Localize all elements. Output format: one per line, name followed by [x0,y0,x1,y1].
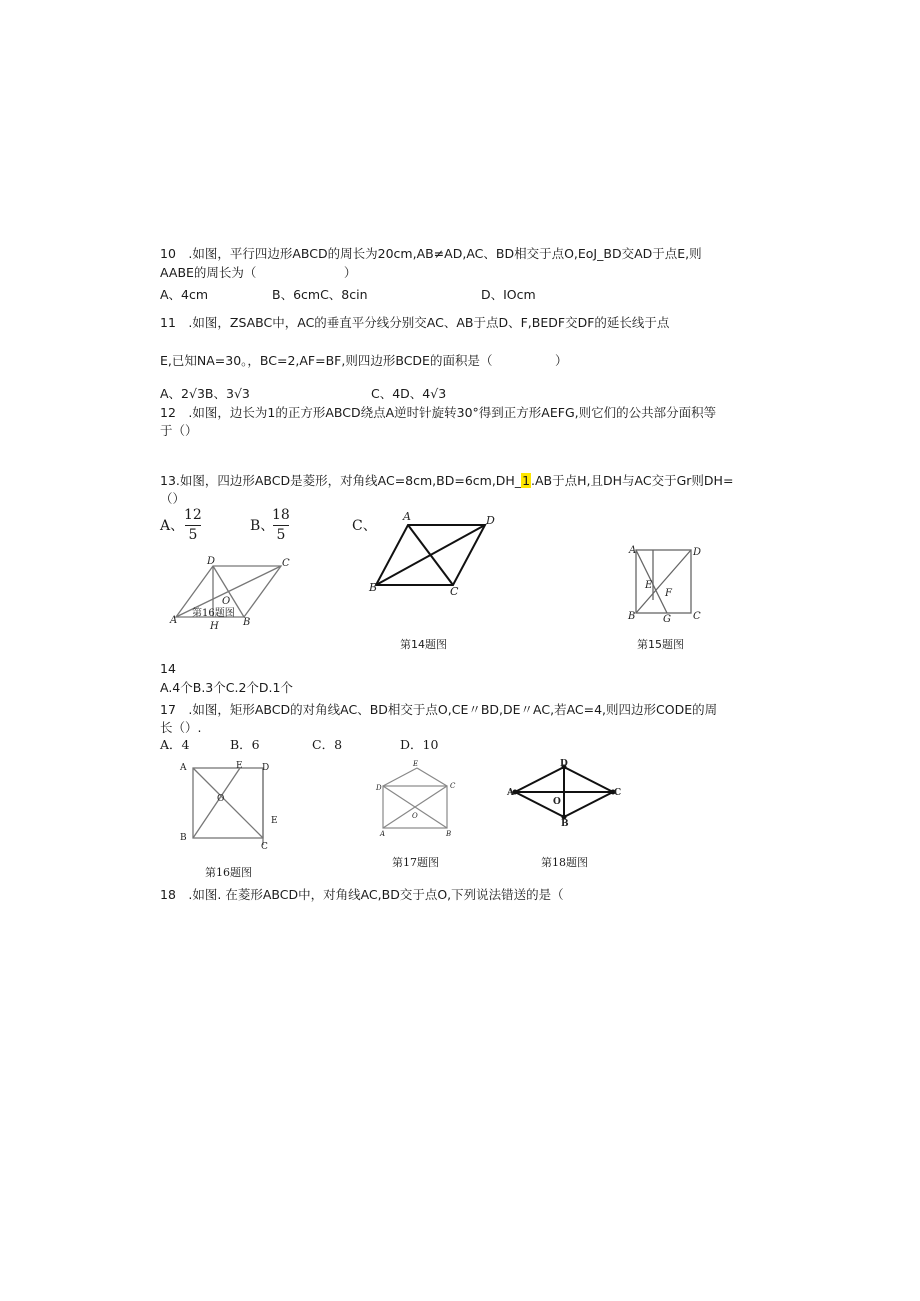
fig18-label-c: C [614,788,622,798]
fig14-label-b: B [369,581,378,594]
fig18-label-d: D [560,759,568,769]
fig17-label-c: C [450,782,456,790]
fig18-label-a: A [507,788,514,798]
q12-line1: 12 .如图，边长为1的正方形ABCD绕点A逆时针旋转30°得到正方形AEFG,则它们的公共部分面积等 [160,405,717,420]
q13-option-a-fraction: 12 5 [184,507,202,543]
fig16-label-a: A [180,763,187,773]
fig15-caption: 第15题图 [637,638,684,651]
q11-option-cd: C、4D、4√3 [371,386,447,401]
q10-line2: AABE的周长为（ ） [160,265,357,280]
q11-option-ab: A、2√3B、3√3 [160,386,250,401]
fig18-label-o: O [553,797,561,807]
fig17-label-b: B [446,830,452,838]
fig17-label-e: E [413,760,419,768]
fig15-label-d: D [693,547,702,558]
fig16-label-e-right: E [271,816,278,826]
q17-option-d: D．10 [400,737,439,752]
fig16-label-e-top: E [236,761,243,771]
q13-line1: 13.如图，四边形ABCD是菱形，对角线AC=8cm,BD=6cm,DH_1.AB于点H,且DH与AC交于Gr则DH= [160,473,734,488]
q10-line1: 10 .如图，平行四边形ABCD的周长为20cm,AB≠AD,AC、BD相交于点O,EoJ_BD交AD于点E,则 [160,246,702,261]
fig13-label-c: C [282,558,290,569]
fig13-caption: 第16题图 [192,608,235,619]
fig13-label-d: D [207,556,216,567]
q13-line2: （） [160,491,186,506]
fig17-caption: 第17题图 [392,856,439,869]
q17-line2: 长（）. [160,720,202,735]
fig16-label-d: D [262,763,270,773]
fig16-label-c: C [261,842,268,852]
fig18-label-b: B [561,819,569,829]
fig13-label-b: B [243,617,251,628]
fig14-label-d: D [486,514,495,527]
q10-option-bc: B、6cmC、8cin [272,287,368,302]
fig14-label-a: A [403,510,411,523]
fig13-label-o: O [222,596,231,607]
q13-option-c-label: C、 [352,518,377,534]
q11-line1: 11 .如图，ZSABC中，AC的垂直平分线分别交AC、AB于点D、F,BEDF交DF的延长线于点 [160,315,670,330]
q13-option-b-fraction: 18 5 [272,507,290,543]
q17-line1: 17 .如图，矩形ABCD的对角线AC、BD相交于点O,CE〃BD,DE〃AC,若AC=4,则四边形CODE的周 [160,702,718,717]
q14-options: A.4个B.3个C.2个D.1个 [160,680,293,695]
q13-option-a-label: A、 [160,518,185,534]
fig13-label-h: H [210,621,219,632]
q11-line2: E,已知NA=30。，BC=2,AF=BF,则四边形BCDE的面积是（ ） [160,353,568,368]
fig15-label-g: G [663,614,671,625]
fig17-label-a: A [380,830,386,838]
fig16-label-b: B [180,833,187,843]
fig13-label-a: A [170,615,178,626]
fig15-label-e: E [645,580,653,591]
q17-option-c: C．8 [312,737,343,752]
fig17-label-d: D [376,784,382,792]
fig16-label-o: O [217,794,225,804]
q18-line1: 18 .如图. 在菱形ABCD中，对角线AC,BD交于点O,下列说法错送的是（ [160,887,564,902]
fig14-label-c: C [450,585,459,598]
q17-option-b: B．6 [230,737,260,752]
fig15-label-a: A [629,545,637,556]
fig16-caption: 第16题图 [205,866,252,879]
fig15-label-b: B [628,611,636,622]
q13-highlight: 1 [522,473,531,488]
fig14-caption: 第14题图 [400,638,447,651]
q12-line2: 于（） [160,423,198,438]
q10-option-a: A、4cm [160,287,209,302]
fig17-label-o: O [412,812,418,820]
q17-option-a: A．4 [160,737,190,752]
fig15-label-c: C [693,611,701,622]
fig15-label-f: F [665,588,672,599]
q14-number: 14 [160,661,176,676]
q13-option-b-label: B、 [250,518,275,534]
fig18-caption: 第18题图 [541,856,588,869]
q10-option-d: D、IOcm [481,287,536,302]
